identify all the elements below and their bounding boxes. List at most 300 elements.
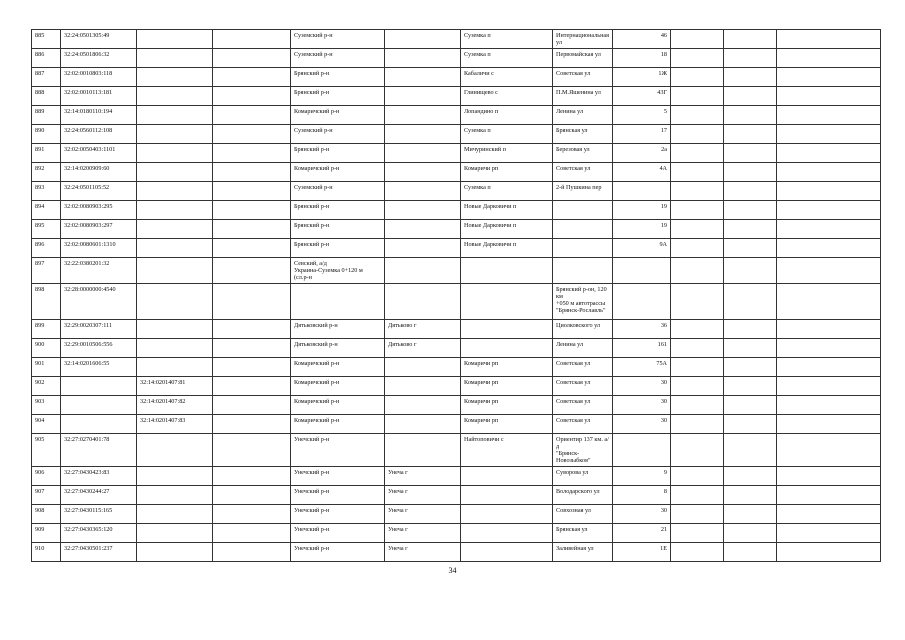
empty-cell bbox=[213, 201, 291, 220]
page-number: 34 bbox=[448, 566, 457, 575]
house-number: 30 bbox=[613, 415, 671, 434]
city: Унеча г bbox=[385, 505, 461, 524]
cadastral-number: 32:27:0430115:165 bbox=[61, 505, 137, 524]
street bbox=[553, 201, 613, 220]
empty-cell bbox=[671, 30, 724, 49]
empty-cell bbox=[777, 258, 881, 284]
house-number: 46 bbox=[613, 30, 671, 49]
house-number: 36 bbox=[613, 320, 671, 339]
empty-cell bbox=[777, 396, 881, 415]
city bbox=[385, 49, 461, 68]
cadastral-number-2 bbox=[137, 49, 213, 68]
empty-cell bbox=[777, 239, 881, 258]
cadastral-number-2 bbox=[137, 258, 213, 284]
district: Суземский р-н bbox=[291, 49, 385, 68]
empty-cell bbox=[724, 201, 777, 220]
city: Унеча г bbox=[385, 467, 461, 486]
empty-cell bbox=[724, 68, 777, 87]
cadastral-number: 32:02:0080903:295 bbox=[61, 201, 137, 220]
row-number: 892 bbox=[32, 163, 61, 182]
empty-cell bbox=[724, 87, 777, 106]
settlement: Комаричи рп bbox=[461, 415, 553, 434]
empty-cell bbox=[724, 220, 777, 239]
house-number: 19 bbox=[613, 201, 671, 220]
row-number: 897 bbox=[32, 258, 61, 284]
empty-cell bbox=[671, 396, 724, 415]
cadastral-number-2 bbox=[137, 339, 213, 358]
empty-cell bbox=[213, 163, 291, 182]
cadastral-number-2 bbox=[137, 358, 213, 377]
cadastral-number: 32:27:0430501:237 bbox=[61, 543, 137, 562]
settlement: Суземка п bbox=[461, 182, 553, 201]
table-row bbox=[32, 284, 881, 320]
city bbox=[385, 201, 461, 220]
table-row bbox=[32, 30, 881, 49]
empty-cell bbox=[777, 415, 881, 434]
row-number: 893 bbox=[32, 182, 61, 201]
city: Дятьково г bbox=[385, 339, 461, 358]
cadastral-number: 32:02:0010113:181 bbox=[61, 87, 137, 106]
empty-cell bbox=[724, 239, 777, 258]
cadastral-number-2 bbox=[137, 543, 213, 562]
house-number: 9А bbox=[613, 239, 671, 258]
empty-cell bbox=[671, 524, 724, 543]
table-row bbox=[32, 377, 881, 396]
empty-cell bbox=[777, 434, 881, 467]
district: Брянский р-н bbox=[291, 144, 385, 163]
house-number: 21 bbox=[613, 524, 671, 543]
empty-cell bbox=[213, 377, 291, 396]
district bbox=[291, 284, 385, 320]
empty-cell bbox=[671, 358, 724, 377]
settlement: Новые Дарковичи п bbox=[461, 201, 553, 220]
empty-cell bbox=[671, 467, 724, 486]
district: Унечский р-н bbox=[291, 543, 385, 562]
district: Севский, а/д Украина-Суземка 0+120 м (сл.р-н bbox=[291, 258, 385, 284]
empty-cell bbox=[724, 320, 777, 339]
settlement bbox=[461, 524, 553, 543]
empty-cell bbox=[671, 144, 724, 163]
table-row bbox=[32, 320, 881, 339]
street: Суворова ул bbox=[553, 467, 613, 486]
empty-cell bbox=[724, 339, 777, 358]
settlement: Суземка п bbox=[461, 49, 553, 68]
city bbox=[385, 415, 461, 434]
street: Советская ул bbox=[553, 396, 613, 415]
row-number: 901 bbox=[32, 358, 61, 377]
cadastral-number-2 bbox=[137, 220, 213, 239]
district: Комаричский р-н bbox=[291, 377, 385, 396]
row-number: 895 bbox=[32, 220, 61, 239]
empty-cell bbox=[671, 486, 724, 505]
empty-cell bbox=[724, 106, 777, 125]
empty-cell bbox=[213, 87, 291, 106]
district: Брянский р-н bbox=[291, 220, 385, 239]
table-row bbox=[32, 87, 881, 106]
street: Циолковского ул bbox=[553, 320, 613, 339]
house-number: 17 bbox=[613, 125, 671, 144]
table-row bbox=[32, 49, 881, 68]
empty-cell bbox=[777, 106, 881, 125]
house-number: 1Е bbox=[613, 543, 671, 562]
empty-cell bbox=[777, 30, 881, 49]
empty-cell bbox=[777, 87, 881, 106]
city bbox=[385, 87, 461, 106]
settlement bbox=[461, 486, 553, 505]
empty-cell bbox=[213, 30, 291, 49]
table-row bbox=[32, 486, 881, 505]
street: Интернациональная ул bbox=[553, 30, 613, 49]
row-number: 888 bbox=[32, 87, 61, 106]
cadastral-number: 32:02:0010803:118 bbox=[61, 68, 137, 87]
city: Дятьково г bbox=[385, 320, 461, 339]
empty-cell bbox=[777, 49, 881, 68]
cadastral-number-2 bbox=[137, 201, 213, 220]
city bbox=[385, 284, 461, 320]
cadastral-number-2: 32:14:0201407:81 bbox=[137, 377, 213, 396]
cadastral-number: 32:27:0270401:78 bbox=[61, 434, 137, 467]
cadastral-number: 32:14:0201606:55 bbox=[61, 358, 137, 377]
street: Ленина ул bbox=[553, 339, 613, 358]
district: Комаричский р-н bbox=[291, 163, 385, 182]
district: Суземский р-н bbox=[291, 30, 385, 49]
table-row bbox=[32, 68, 881, 87]
city bbox=[385, 377, 461, 396]
cadastral-number: 32:02:0050403:1101 bbox=[61, 144, 137, 163]
table-row bbox=[32, 415, 881, 434]
empty-cell bbox=[777, 144, 881, 163]
settlement bbox=[461, 543, 553, 562]
street: Ленина ул bbox=[553, 106, 613, 125]
empty-cell bbox=[724, 144, 777, 163]
row-number: 900 bbox=[32, 339, 61, 358]
cadastral-number: 32:22:0380201:32 bbox=[61, 258, 137, 284]
street: Березовая ул bbox=[553, 144, 613, 163]
street: Советская ул bbox=[553, 163, 613, 182]
empty-cell bbox=[213, 339, 291, 358]
empty-cell bbox=[671, 163, 724, 182]
table-row bbox=[32, 396, 881, 415]
cadastral-number-2 bbox=[137, 239, 213, 258]
street bbox=[553, 258, 613, 284]
empty-cell bbox=[671, 339, 724, 358]
empty-cell bbox=[671, 284, 724, 320]
cadastral-number-2 bbox=[137, 434, 213, 467]
table-row bbox=[32, 358, 881, 377]
empty-cell bbox=[213, 258, 291, 284]
cadastral-number: 32:27:0430244:27 bbox=[61, 486, 137, 505]
row-number: 908 bbox=[32, 505, 61, 524]
settlement: Комаричи рп bbox=[461, 377, 553, 396]
city bbox=[385, 258, 461, 284]
empty-cell bbox=[724, 125, 777, 144]
settlement: Комаричи рп bbox=[461, 358, 553, 377]
settlement: Лопандино п bbox=[461, 106, 553, 125]
empty-cell bbox=[777, 339, 881, 358]
empty-cell bbox=[671, 68, 724, 87]
house-number: 30 bbox=[613, 505, 671, 524]
house-number: 8 bbox=[613, 486, 671, 505]
cadastral-number: 32:14:0180110:194 bbox=[61, 106, 137, 125]
cadastral-number-2 bbox=[137, 182, 213, 201]
empty-cell bbox=[213, 220, 291, 239]
cadastral-number: 32:29:0020307:111 bbox=[61, 320, 137, 339]
cadastral-number: 32:14:0200909:60 bbox=[61, 163, 137, 182]
street: П.М.Яшенина ул bbox=[553, 87, 613, 106]
district: Комаричский р-н bbox=[291, 358, 385, 377]
empty-cell bbox=[671, 201, 724, 220]
empty-cell bbox=[213, 68, 291, 87]
settlement: Новые Дарковичи п bbox=[461, 239, 553, 258]
street: Советская ул bbox=[553, 68, 613, 87]
table-row bbox=[32, 182, 881, 201]
street bbox=[553, 220, 613, 239]
street: Советская ул bbox=[553, 377, 613, 396]
district: Унечский р-н bbox=[291, 467, 385, 486]
empty-cell bbox=[671, 543, 724, 562]
row-number: 906 bbox=[32, 467, 61, 486]
cadastral-number-2: 32:14:0201407:82 bbox=[137, 396, 213, 415]
cadastral-number-2 bbox=[137, 68, 213, 87]
empty-cell bbox=[724, 284, 777, 320]
city: Унеча г bbox=[385, 524, 461, 543]
settlement bbox=[461, 258, 553, 284]
cadastral-number: 32:24:0501105:52 bbox=[61, 182, 137, 201]
empty-cell bbox=[724, 543, 777, 562]
empty-cell bbox=[777, 505, 881, 524]
empty-cell bbox=[777, 284, 881, 320]
cadastral-number-2 bbox=[137, 505, 213, 524]
house-number bbox=[613, 182, 671, 201]
cadastral-number bbox=[61, 377, 137, 396]
city bbox=[385, 396, 461, 415]
empty-cell bbox=[671, 415, 724, 434]
table-row bbox=[32, 163, 881, 182]
cadastral-number: 32:02:0080601:1310 bbox=[61, 239, 137, 258]
empty-cell bbox=[213, 144, 291, 163]
row-number: 889 bbox=[32, 106, 61, 125]
empty-cell bbox=[777, 467, 881, 486]
empty-cell bbox=[724, 505, 777, 524]
empty-cell bbox=[777, 358, 881, 377]
house-number: 9 bbox=[613, 467, 671, 486]
cadastral-number-2 bbox=[137, 467, 213, 486]
row-number: 886 bbox=[32, 49, 61, 68]
property-table bbox=[31, 29, 881, 562]
cadastral-number: 32:24:0501305:49 bbox=[61, 30, 137, 49]
row-number: 905 bbox=[32, 434, 61, 467]
house-number: 19 bbox=[613, 220, 671, 239]
row-number: 910 bbox=[32, 543, 61, 562]
house-number bbox=[613, 258, 671, 284]
empty-cell bbox=[777, 125, 881, 144]
empty-cell bbox=[213, 106, 291, 125]
city bbox=[385, 144, 461, 163]
city bbox=[385, 30, 461, 49]
cadastral-number bbox=[61, 415, 137, 434]
city bbox=[385, 434, 461, 467]
settlement: Мичуринский п bbox=[461, 144, 553, 163]
empty-cell bbox=[777, 486, 881, 505]
street: Советская ул bbox=[553, 415, 613, 434]
district: Брянский р-н bbox=[291, 239, 385, 258]
city: Унеча г bbox=[385, 486, 461, 505]
empty-cell bbox=[724, 467, 777, 486]
cadastral-number-2 bbox=[137, 486, 213, 505]
empty-cell bbox=[213, 182, 291, 201]
street: Брянский р-он, 120 км +050 м автотрассы "Брянск-Рославль" bbox=[553, 284, 613, 320]
street: Брянская ул bbox=[553, 125, 613, 144]
district: Комаричский р-н bbox=[291, 415, 385, 434]
table-row bbox=[32, 339, 881, 358]
cadastral-number: 32:28:0000000:4540 bbox=[61, 284, 137, 320]
settlement: Суземка п bbox=[461, 30, 553, 49]
empty-cell bbox=[777, 68, 881, 87]
empty-cell bbox=[724, 358, 777, 377]
table-body bbox=[32, 30, 881, 562]
empty-cell bbox=[671, 434, 724, 467]
empty-cell bbox=[213, 320, 291, 339]
empty-cell bbox=[213, 543, 291, 562]
empty-cell bbox=[777, 182, 881, 201]
district: Унечский р-н bbox=[291, 505, 385, 524]
district: Суземский р-н bbox=[291, 125, 385, 144]
street: Ориентир 137 км. а/д "Брянск-Новозыбков" bbox=[553, 434, 613, 467]
settlement: Новые Дарковичи п bbox=[461, 220, 553, 239]
table-row bbox=[32, 467, 881, 486]
house-number: 43Г bbox=[613, 87, 671, 106]
empty-cell bbox=[724, 434, 777, 467]
empty-cell bbox=[671, 87, 724, 106]
settlement bbox=[461, 505, 553, 524]
row-number: 894 bbox=[32, 201, 61, 220]
city bbox=[385, 125, 461, 144]
cadastral-number-2 bbox=[137, 284, 213, 320]
empty-cell bbox=[724, 49, 777, 68]
city bbox=[385, 220, 461, 239]
house-number: 30 bbox=[613, 377, 671, 396]
cadastral-number: 32:29:0010506:556 bbox=[61, 339, 137, 358]
street: Заливейная ул bbox=[553, 543, 613, 562]
settlement: Найтоповичи с bbox=[461, 434, 553, 467]
house-number: 4А bbox=[613, 163, 671, 182]
empty-cell bbox=[671, 258, 724, 284]
house-number: 30 bbox=[613, 396, 671, 415]
settlement: Комаричи рп bbox=[461, 163, 553, 182]
city bbox=[385, 182, 461, 201]
district: Брянский р-н bbox=[291, 201, 385, 220]
house-number: 18 bbox=[613, 49, 671, 68]
cadastral-number: 32:24:0560112:108 bbox=[61, 125, 137, 144]
empty-cell bbox=[724, 182, 777, 201]
empty-cell bbox=[671, 505, 724, 524]
row-number: 904 bbox=[32, 415, 61, 434]
table-row bbox=[32, 543, 881, 562]
table-row bbox=[32, 125, 881, 144]
cadastral-number: 32:27:0430365:120 bbox=[61, 524, 137, 543]
empty-cell bbox=[213, 125, 291, 144]
empty-cell bbox=[671, 239, 724, 258]
empty-cell bbox=[724, 258, 777, 284]
street: Брянская ул bbox=[553, 524, 613, 543]
house-number: 161 bbox=[613, 339, 671, 358]
row-number: 885 bbox=[32, 30, 61, 49]
house-number: 5 bbox=[613, 106, 671, 125]
settlement: Глинищево с bbox=[461, 87, 553, 106]
empty-cell bbox=[213, 524, 291, 543]
empty-cell bbox=[777, 320, 881, 339]
table-row bbox=[32, 220, 881, 239]
district: Дятьковский р-н bbox=[291, 339, 385, 358]
district: Комаричский р-н bbox=[291, 396, 385, 415]
empty-cell bbox=[213, 284, 291, 320]
empty-cell bbox=[213, 49, 291, 68]
empty-cell bbox=[724, 415, 777, 434]
document-table-wrapper bbox=[31, 29, 881, 562]
empty-cell bbox=[777, 201, 881, 220]
empty-cell bbox=[777, 524, 881, 543]
row-number: 909 bbox=[32, 524, 61, 543]
house-number: 2а bbox=[613, 144, 671, 163]
empty-cell bbox=[777, 220, 881, 239]
empty-cell bbox=[671, 125, 724, 144]
cadastral-number-2 bbox=[137, 524, 213, 543]
street: Совхозная ул bbox=[553, 505, 613, 524]
empty-cell bbox=[724, 30, 777, 49]
settlement: Комаричи рп bbox=[461, 396, 553, 415]
table-row bbox=[32, 524, 881, 543]
empty-cell bbox=[671, 106, 724, 125]
cadastral-number-2 bbox=[137, 163, 213, 182]
cadastral-number-2: 32:14:0201407:83 bbox=[137, 415, 213, 434]
empty-cell bbox=[777, 377, 881, 396]
cadastral-number-2 bbox=[137, 87, 213, 106]
city bbox=[385, 163, 461, 182]
row-number: 887 bbox=[32, 68, 61, 87]
empty-cell bbox=[724, 486, 777, 505]
empty-cell bbox=[777, 163, 881, 182]
cadastral-number: 32:24:0501806:32 bbox=[61, 49, 137, 68]
table-row bbox=[32, 144, 881, 163]
empty-cell bbox=[213, 467, 291, 486]
district: Дятьковский р-н bbox=[291, 320, 385, 339]
city bbox=[385, 239, 461, 258]
cadastral-number bbox=[61, 396, 137, 415]
row-number: 907 bbox=[32, 486, 61, 505]
table-row bbox=[32, 434, 881, 467]
empty-cell bbox=[213, 415, 291, 434]
row-number: 896 bbox=[32, 239, 61, 258]
table-row bbox=[32, 201, 881, 220]
cadastral-number-2 bbox=[137, 144, 213, 163]
empty-cell bbox=[213, 505, 291, 524]
empty-cell bbox=[213, 434, 291, 467]
settlement bbox=[461, 320, 553, 339]
empty-cell bbox=[671, 220, 724, 239]
row-number: 891 bbox=[32, 144, 61, 163]
row-number: 898 bbox=[32, 284, 61, 320]
street: Советская ул bbox=[553, 358, 613, 377]
house-number: 75А bbox=[613, 358, 671, 377]
table-row bbox=[32, 106, 881, 125]
cadastral-number-2 bbox=[137, 30, 213, 49]
row-number: 903 bbox=[32, 396, 61, 415]
row-number: 902 bbox=[32, 377, 61, 396]
empty-cell bbox=[671, 182, 724, 201]
empty-cell bbox=[777, 543, 881, 562]
empty-cell bbox=[213, 358, 291, 377]
empty-cell bbox=[213, 239, 291, 258]
